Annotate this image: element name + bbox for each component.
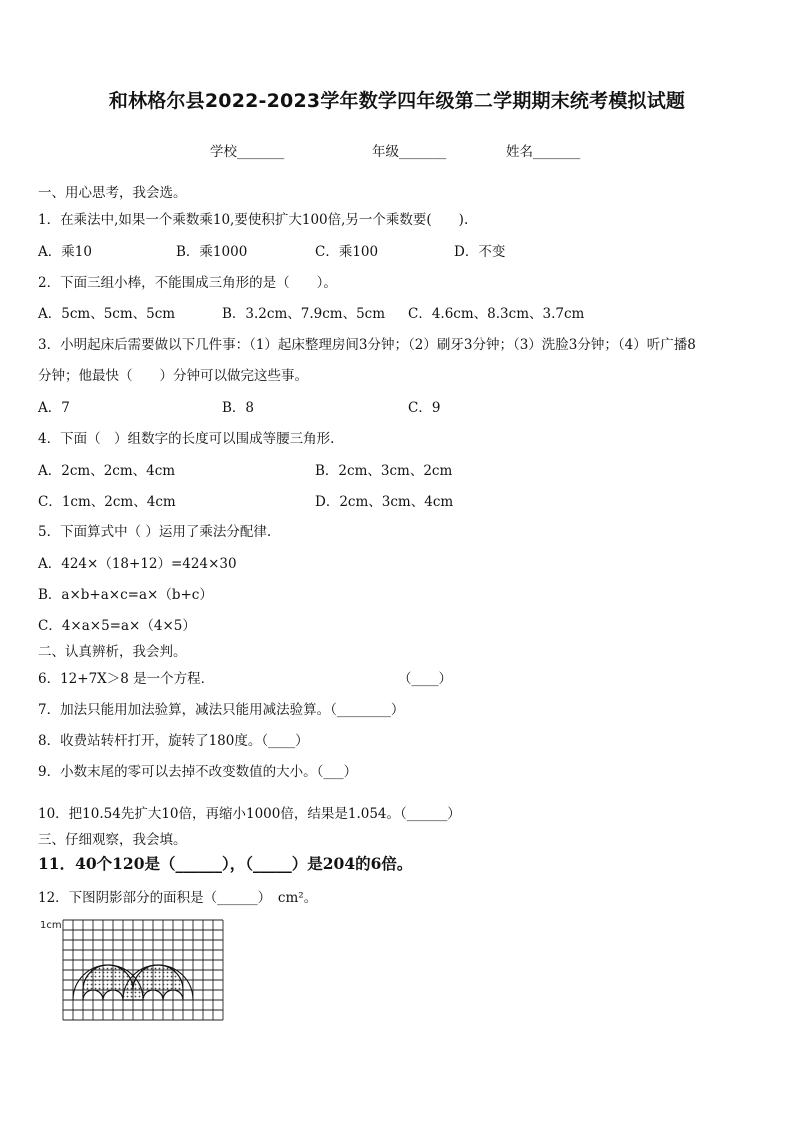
q6-answer-blank: （____） [398, 671, 452, 687]
question-10: 10．把10.54先扩大10倍，再缩小1000倍，结果是1.054。（______） [38, 806, 461, 822]
grade-field: 年级_______ [372, 144, 447, 160]
q5-option-a: A．424×（18+12）=424×30 [38, 556, 237, 572]
q4-option-c: C．1cm、2cm、4cm [38, 494, 176, 510]
q2-option-a: A．5cm、5cm、5cm [38, 306, 176, 322]
question-4: 4．下面（ ）组数字的长度可以围成等腰三角形. [38, 431, 335, 447]
question-9: 9．小数末尾的零可以去掉不改变数值的大小。（___） [38, 764, 358, 780]
question-7: 7．加法只能用加法验算，减法只能用减法验算。（________） [38, 702, 405, 718]
question-5: 5．下面算式中（ ）运用了乘法分配律. [38, 524, 272, 540]
school-field: 学校_______ [210, 144, 285, 160]
shaded-area-figure [38, 915, 228, 1027]
question-8: 8．收费站转杆打开，旋转了180度。（____） [38, 733, 309, 749]
q4-option-a: A．2cm、2cm、4cm [38, 463, 176, 479]
q3-option-c: C．9 [408, 400, 441, 416]
q3-option-b: B．8 [222, 400, 255, 416]
question-12: 12．下图阴影部分的面积是（______） cm²。 [38, 890, 318, 906]
q4-option-d: D．2cm、3cm、4cm [315, 494, 454, 510]
name-field: 姓名_______ [506, 144, 581, 160]
section-heading-2: 二、认真辨析，我会判。 [38, 644, 187, 660]
q4-option-b: B．2cm、3cm、2cm [315, 463, 453, 479]
q1-option-b: B．乘1000 [176, 244, 248, 260]
question-2: 2．下面三组小棒，不能围成三角形的是（ ）。 [38, 275, 337, 291]
q2-option-b: B．3.2cm、7.9cm、5cm [222, 306, 386, 322]
question-6: 6．12+7X＞8 是一个方程． [38, 671, 215, 687]
q1-option-c: C．乘100 [315, 244, 379, 260]
q3-option-a: A．7 [38, 400, 70, 416]
q2-option-c: C．4.6cm、8.3cm、3.7cm [408, 306, 585, 322]
q1-option-a: A．乘10 [38, 244, 92, 260]
q5-option-b: B．a×b+a×c=a×（b+c） [38, 587, 213, 603]
unit-label: 1cm [40, 920, 62, 931]
question-3-line-1: 3．小明起床后需要做以下几件事：（1）起床整理房间3分钟；（2）刷牙3分钟；（3）洗脸3分钟；（4）听广播8 [38, 337, 696, 353]
section-heading-1: 一、用心思考，我会选。 [38, 185, 187, 201]
question-11: 11．40个120是（______），（_____）是204的6倍。 [38, 854, 413, 873]
q1-option-d: D．不变 [454, 244, 506, 260]
question-3-line-2: 分钟；他最快（ ）分钟可以做完这些事。 [38, 368, 308, 384]
grid-figure-svg [38, 915, 228, 1027]
question-1: 1．在乘法中,如果一个乘数乘10,要使积扩大100倍,另一个乘数要( ). [38, 212, 469, 228]
section-heading-3: 三、仔细观察，我会填。 [38, 832, 187, 848]
q5-option-c: C．4×a×5=a×（4×5） [38, 618, 196, 634]
page-title: 和林格尔县2022-2023学年数学四年级第二学期期末统考模拟试题 [108, 90, 686, 112]
